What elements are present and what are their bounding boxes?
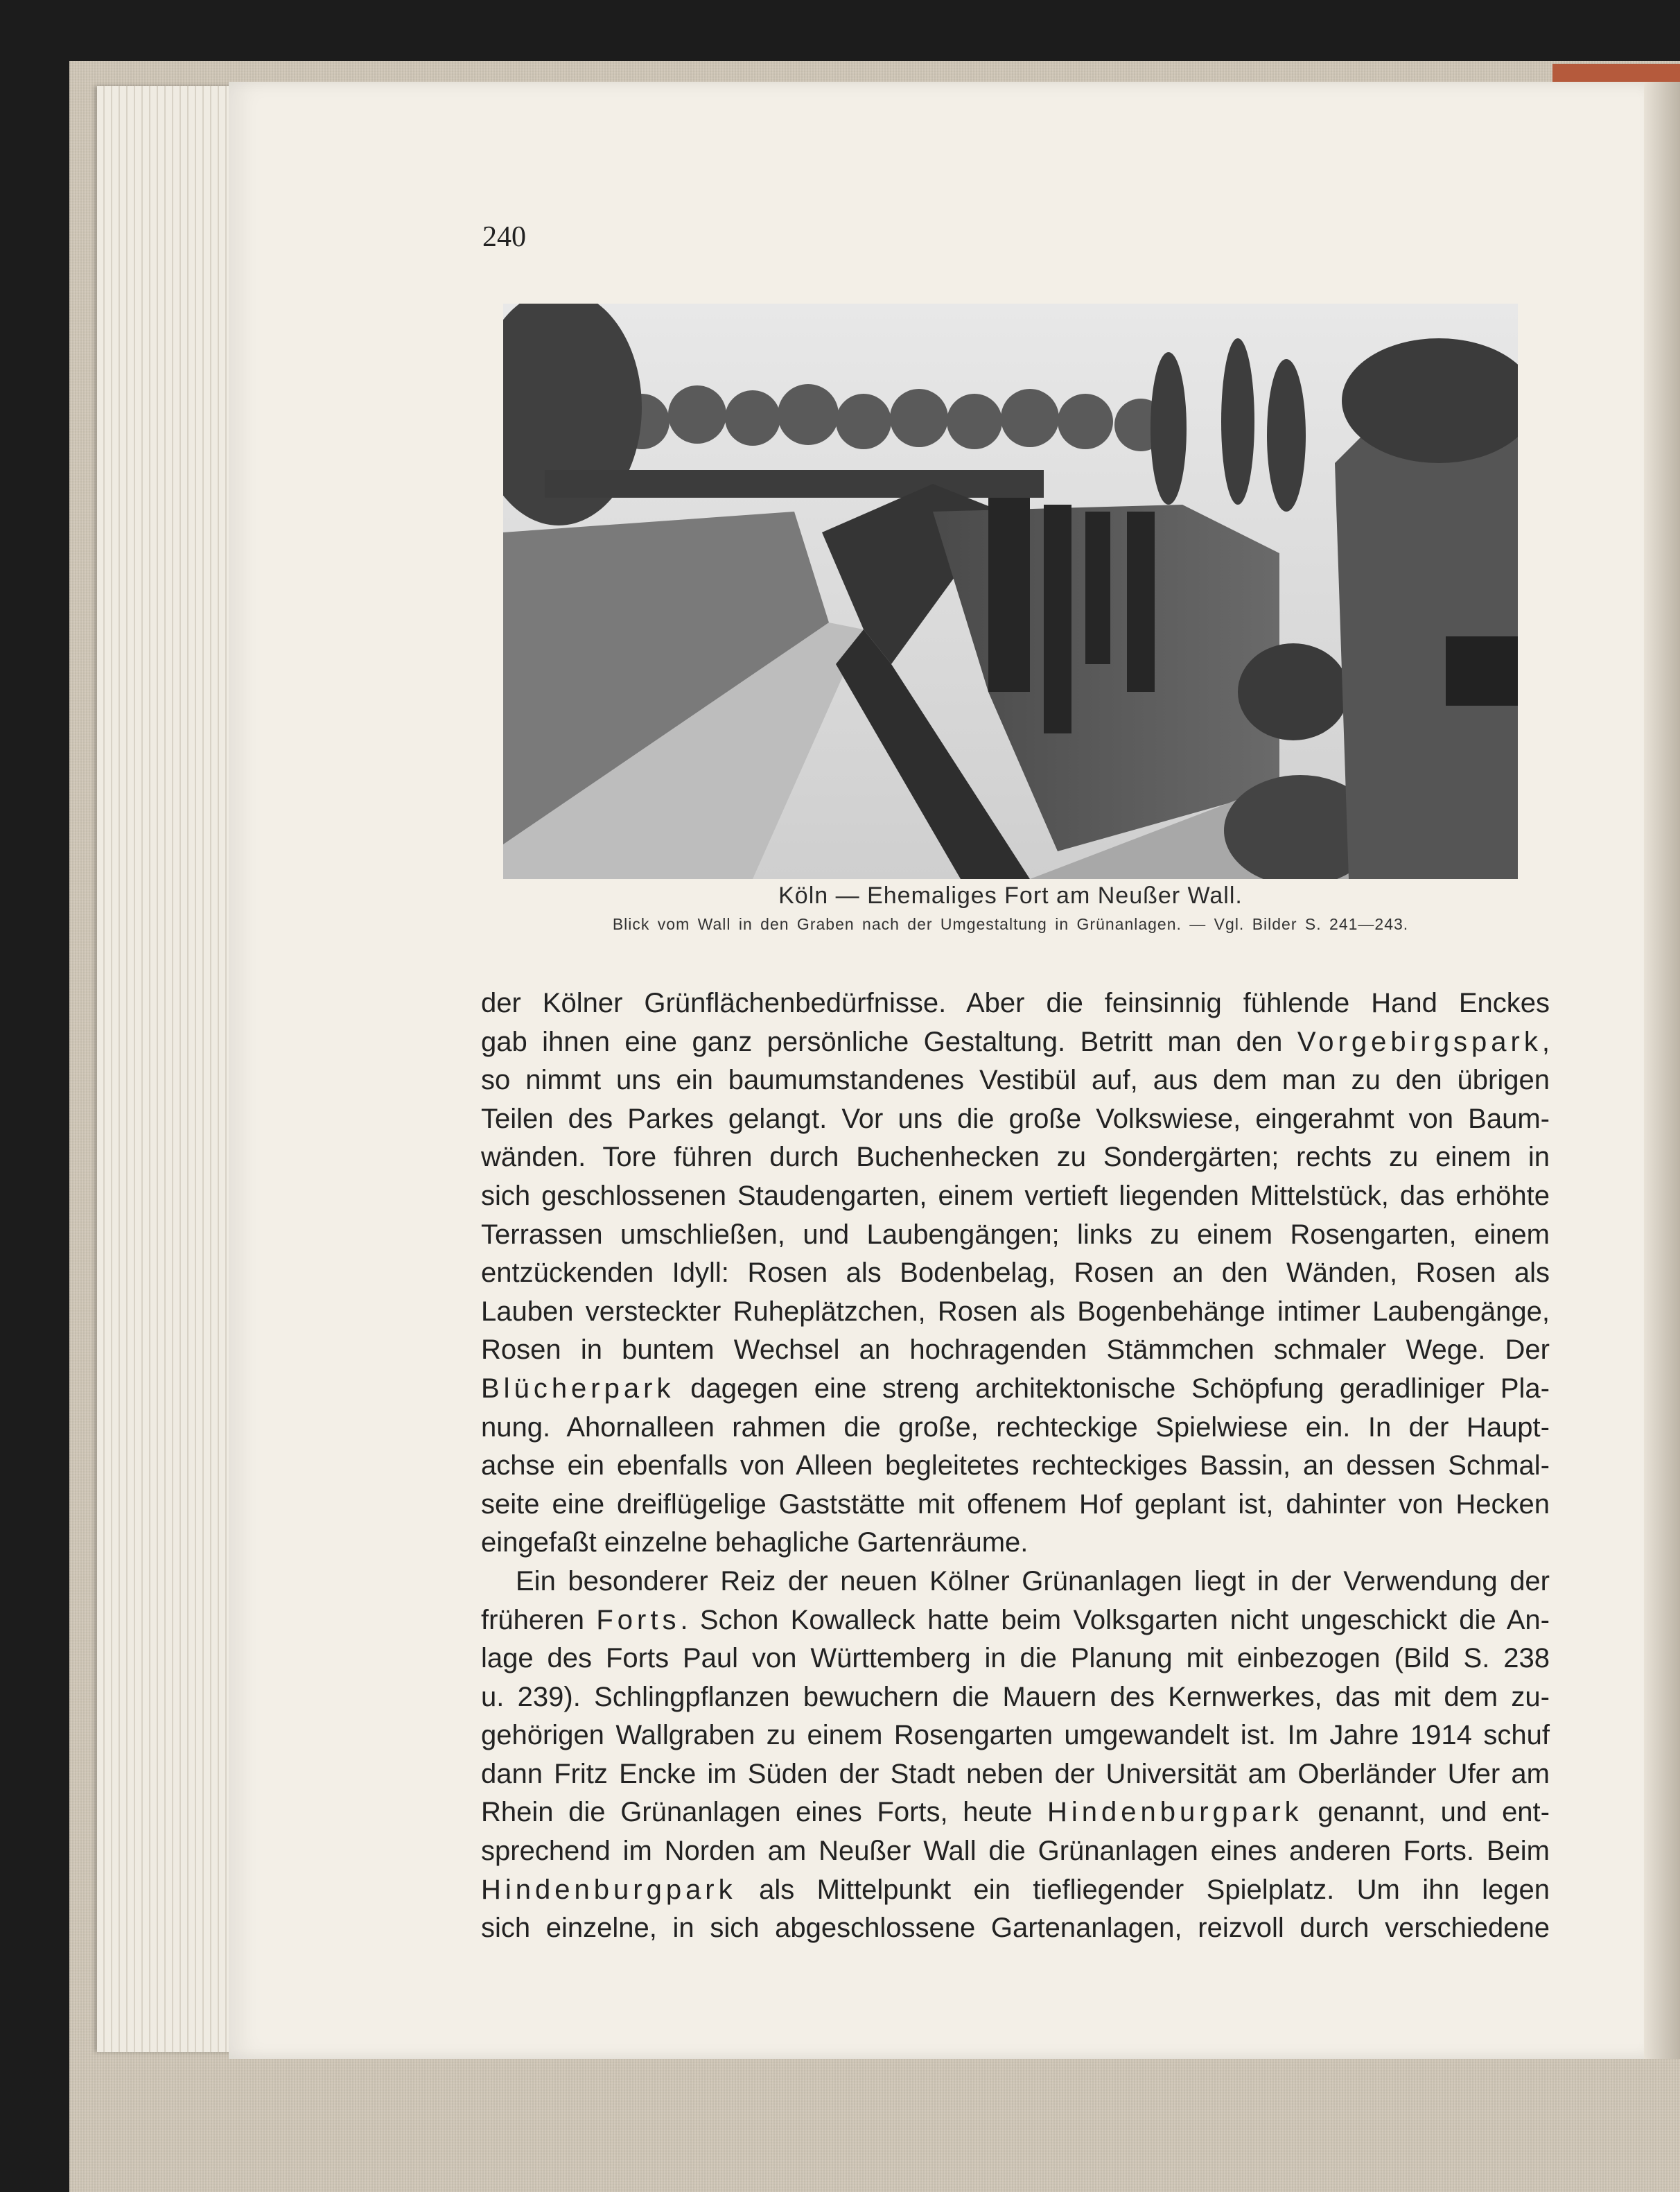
emphasis: Vorgebirgspark <box>1297 1026 1542 1057</box>
text-line: so nimmt uns ein baumumstandenes Vestibül auf, aus dem man zu den übrigen <box>481 1065 1550 1096</box>
text-line: Hindenburgpark als Mittelpunkt ein tiefliegender Spielplatz. Um ihn legen <box>481 1874 1550 1905</box>
text-line: gab ihnen eine ganz persönliche Gestaltung. Betritt man den Vorgebirgspark, <box>481 1026 1550 1057</box>
emphasis: Forts <box>596 1604 681 1635</box>
text-line: früheren Forts. Schon Kowalleck hatte beim Volksgarten nicht ungeschickt die An- <box>481 1604 1550 1635</box>
text-line: Rosen in buntem Wechsel an hochragenden Stämmchen schmaler Wege. Der <box>481 1334 1550 1366</box>
text-line: seite eine dreiflügelige Gaststätte mit offenem Hof geplant ist, dahinter von Hecken <box>481 1488 1550 1520</box>
text-line: u. 239). Schlingpflanzen bewuchern die Mauern des Kernwerkes, das mit dem zu- <box>481 1681 1550 1712</box>
text-line: wänden. Tore führen durch Buchenhecken zu Sondergärten; rechts zu einem in <box>481 1142 1550 1173</box>
text-line: Blücherpark dagegen eine streng architektonische Schöpfung geradliniger Pla- <box>481 1373 1550 1404</box>
page-number: 240 <box>482 221 526 253</box>
text-line: sich geschlossenen Staudengarten, einem vertieft liegenden Mittelstück, das erhöhte <box>481 1180 1550 1211</box>
emphasis: Hindenburgpark <box>1047 1797 1303 1828</box>
text-line: der Kölner Grünflächenbedürfnisse. Aber die feinsinnig fühlende Hand Enckes <box>481 988 1550 1018</box>
text-line: lage des Forts Paul von Württemberg in die Planung mit einbezogen (Bild S. 238 <box>481 1643 1550 1674</box>
gutter-shadow <box>1644 82 1680 2059</box>
text-line: entzückenden Idyll: Rosen als Bodenbelag, Rosen an den Wänden, Rosen als <box>481 1258 1550 1289</box>
text-line: sprechend im Norden am Neußer Wall die Grünanlagen eines anderen Forts. Beim <box>481 1836 1550 1867</box>
text-line: dann Fritz Encke im Süden der Stadt neben der Universität am Oberländer Ufer am <box>481 1758 1550 1789</box>
text-line: Rhein die Grünanlagen eines Forts, heute Hindenburgpark genannt, und ent- <box>481 1797 1550 1828</box>
figure-caption-title: Köln — Ehemaliges Fort am Neußer Wall. <box>778 882 1243 909</box>
text-line: achse ein ebenfalls von Alleen begleitetes rechteckiges Bassin, an dessen Schmal- <box>481 1450 1550 1481</box>
text-line: eingefaßt einzelne behagliche Gartenräume. <box>481 1527 1029 1558</box>
text-line: Teilen des Parkes gelangt. Vor uns die große Volkswiese, eingerahmt von Baum- <box>481 1103 1550 1134</box>
text-line: Lauben versteckter Ruheplätzchen, Rosen als Bogenbehänge intimer Laubengänge, <box>481 1296 1550 1327</box>
text-line: Terrassen umschließen, und Laubengängen; links zu einem Rosengarten, einem <box>481 1219 1550 1250</box>
text-line: Ein besonderer Reiz der neuen Kölner Grünanlagen liegt in der Verwendung der <box>516 1565 1550 1597</box>
emphasis: Hindenburgpark <box>481 1874 737 1905</box>
figure-caption-subtitle: Blick vom Wall in den Graben nach der Umgestaltung in Grünanlagen. — Vgl. Bilder S. 241—243. <box>612 915 1409 933</box>
body-text <box>481 984 1550 1948</box>
figure-photo <box>503 304 1518 879</box>
fort-garden-photo <box>503 304 1518 879</box>
text-line: gehörigen Wallgraben zu einem Rosengarten umgewandelt ist. Im Jahre 1914 schuf <box>481 1720 1550 1751</box>
emphasis: Blücherpark <box>481 1373 675 1404</box>
text-line: nung. Ahornalleen rahmen die große, rechteckige Spielwiese ein. In der Haupt- <box>481 1411 1550 1443</box>
text-line: sich einzelne, in sich abgeschlossene Gartenanlagen, reizvoll durch verschiedene <box>481 1913 1550 1944</box>
